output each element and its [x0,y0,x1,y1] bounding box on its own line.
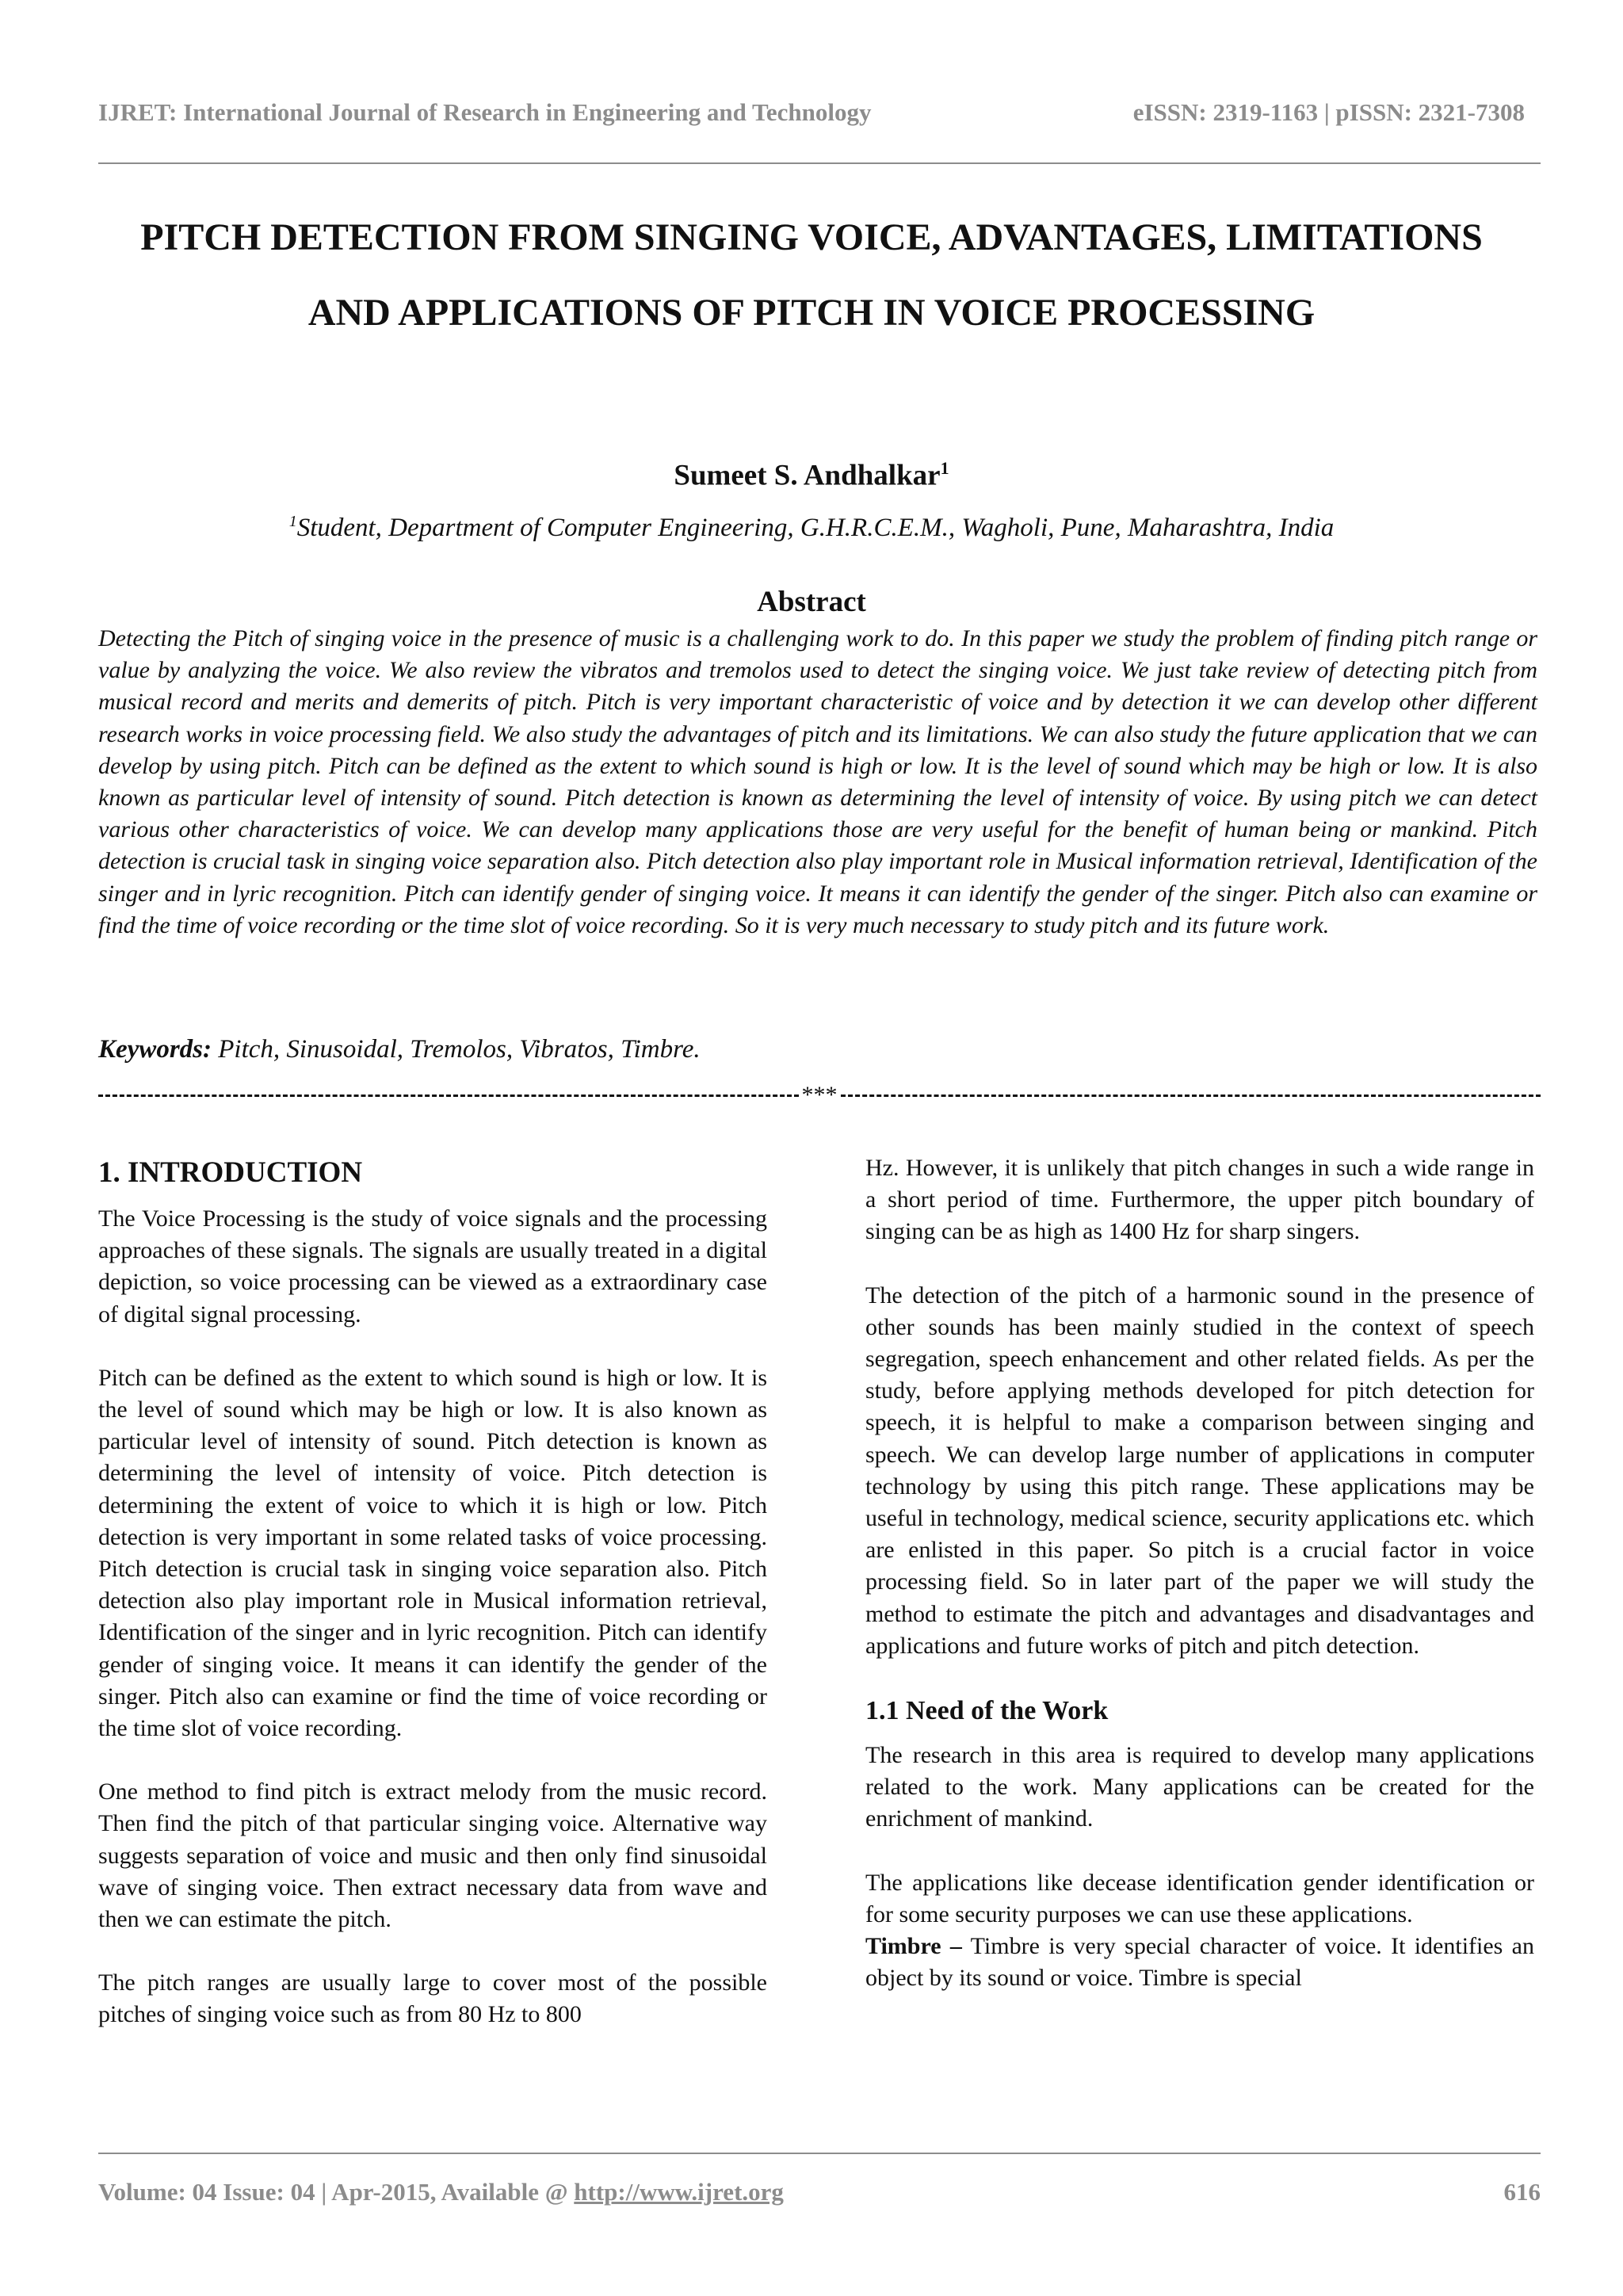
paragraph: The research in this area is required to develop many applications related to the work. Many applications can be created for the enrichment of mankind. [865,1742,1534,1832]
timbre-paragraph [865,1931,1534,1994]
running-footer [98,2178,1541,2206]
footer-volume-text: Volume: 04 Issue: 04 | Apr-2015, Available @ [98,2178,575,2206]
left-column [98,1151,767,2031]
author-sup: 1 [940,458,949,478]
keywords-label: Keywords: [98,1035,212,1064]
paper-title: PITCH DETECTION FROM SINGING VOICE, ADVANTAGES, LIMITATIONS AND APPLICATIONS OF PITCH IN VOICE PROCESSING [140,216,1483,334]
section-separator [98,1081,1541,1110]
paragraph: Pitch can be defined as the extent to which sound is high or low. It is the level of sound which may be high or low. It is also known as particular level of intensity of sound. Pitch detection is known as determining the level of intensity of voice. Pitch detection is determining the extent of voice to which it is high or low. Pitch detection is very important in some related tasks of voice processing. Pitch detection is crucial task in singing voice separation also. Pitch detection also play important role in Musical information retrieval, Identification of the singer and in lyric recognition. Pitch can identify gender of singing voice. It means it can identify the gender of the singer. Pitch also can examine or find the time of voice recording or the time slot of voice recording. [98,1364,767,1742]
paragraph: The Voice Processing is the study of voice signals and the processing approaches of these signals. The signals are usually treated in a digital depiction, so voice processing can be viewed as a extraordinary case of digital signal processing. [98,1205,767,1328]
keywords-text: Pitch, Sinusoidal, Tremolos, Vibratos, Timbre. [218,1035,701,1064]
abstract-text: Detecting the Pitch of singing voice in the presence of music is a challenging work to do. In this paper we study the problem of finding pitch range or value by analyzing the voice. We also review the vibratos and tremolos used to detect the singing voice. We just take review of detecting pitch from musical record and merits and demerits of pitch. Pitch is very important characteristic of voice and by detection it we can develop other different research works in voice processing field. We also study the advantages of pitch and its limitations. We can also study the future application that we can develop by using pitch. Pitch can be defined as the extent to which sound is high or low. It is the level of sound which may be high or low. It is also known as particular level of intensity of sound. Pitch detection is known as determining the level of intensity of voice. By using pitch we can detect various other characteristics of voice. We can develop many applications those are very useful for the benefit of human being or mankind. Pitch detection is crucial task in singing voice separation also. Pitch detection also play important role in Musical information retrieval, Identification of the singer and in lyric recognition. Pitch can identify gender of singing voice. It means it can identify the gender of the singer. Pitch also can examine or find the time of voice recording or the time slot of voice recording. So it is very much necessary to study pitch and its future work. [98,625,1537,938]
affiliation [0,513,1623,543]
paragraph: One method to find pitch is extract melody from the music record. Then find the pitch of that particular singing voice. Alternative way suggests separation of voice and music and then only find sinusoidal wave of singing voice. Then extract necessary data from wave and then we can estimate the pitch. [98,1778,767,1933]
running-header [98,98,1525,127]
header-rule [98,162,1541,164]
paragraph: Hz. However, it is unlikely that pitch changes in such a wide range in a short period of time. Furthermore, the upper pitch boundary of singing can be as high as 1400 Hz for sharp singers. [865,1155,1534,1245]
author-name: Sumeet S. Andhalkar [674,459,941,492]
separator-dash-right [841,1095,1541,1097]
affiliation-text: Student, Department of Computer Engineering, G.H.R.C.E.M., Wagholi, Pune, Maharashtra, India [296,514,1335,542]
affiliation-sup: 1 [288,513,297,530]
right-column [865,1152,1534,1994]
author [0,458,1623,492]
footer-volume [98,2178,784,2206]
abstract-heading: Abstract [757,586,866,618]
journal-name: IJRET: International Journal of Research in Engineering and Technology [98,98,872,126]
timbre-text: Timbre is very special character of voice. It identifies an object by its sound or voice. Timbre is special [865,1933,1534,1992]
issn: eISSN: 2319-1163 | pISSN: 2321-7308 [1132,98,1525,126]
subsection-heading-need-of-work: 1.1 Need of the Work [865,1696,1109,1726]
separator-dash-left [98,1095,799,1097]
footer-rule [98,2153,1541,2154]
timbre-label: Timbre – [865,1933,962,1960]
journal-link[interactable]: http://www.ijret.org [574,2178,784,2206]
paragraph: The pitch ranges are usually large to cover most of the possible pitches of singing voice such as from 80 Hz to 800 [98,1969,767,2028]
page-number: 616 [1503,2178,1541,2206]
keywords [98,1035,701,1064]
section-heading-introduction: 1. INTRODUCTION [98,1156,363,1189]
paragraph: The detection of the pitch of a harmonic sound in the presence of other sounds has been mainly studied in the context of speech segregation, speech enhancement and other related fields. As per the study, before applying methods developed for pitch detection for speech, it is helpful to make a comparison between singing and speech. We can develop large number of applications in computer technology by using this pitch range. These applications may be useful in technology, medical science, security applications etc. which are enlisted in this paper. So pitch is a crucial factor in voice processing field. So in later part of the paper we will study the method to estimate the pitch and advantages and disadvantages and applications and future works of pitch and pitch detection. [865,1282,1534,1659]
separator-stars: *** [801,1082,838,1108]
paragraph: The applications like decease identification gender identification or for some security purposes we can use these applications. [865,1869,1534,1927]
